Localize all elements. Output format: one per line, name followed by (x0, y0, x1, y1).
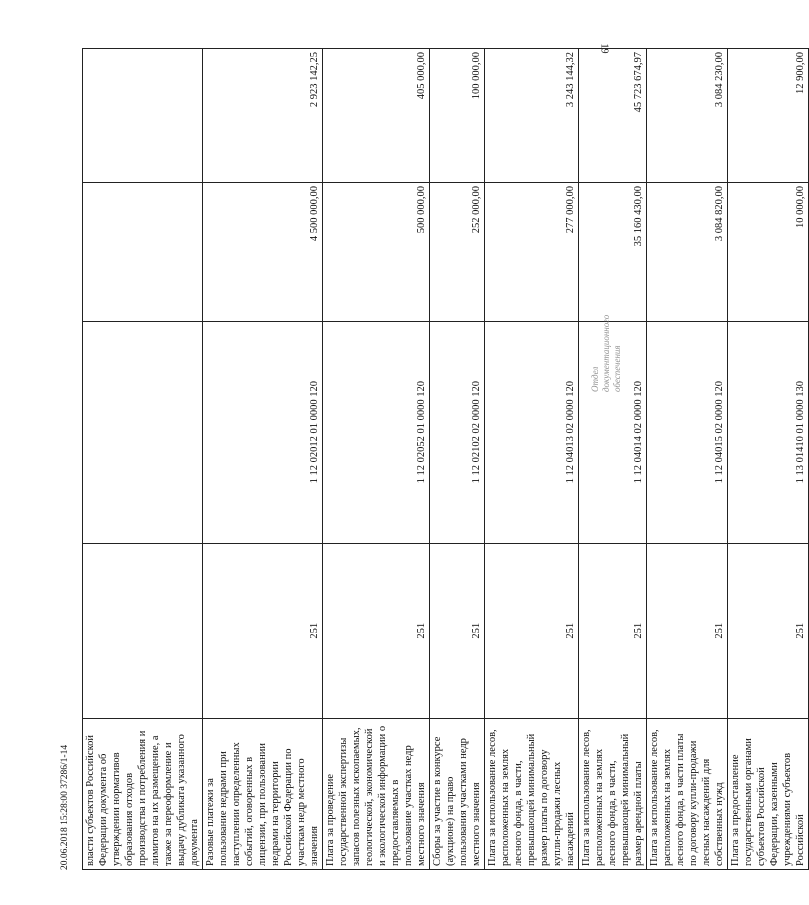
cell-admin: 251 (203, 543, 323, 718)
cell-plan: 252 000,00 (430, 182, 485, 321)
cell-plan: 277 000,00 (485, 182, 579, 321)
cell-admin: 251 (647, 543, 728, 718)
cell-admin: 251 (430, 543, 485, 718)
table-row (323, 49, 430, 870)
cell-admin (83, 543, 203, 718)
table-row (203, 49, 323, 870)
cell-fact: 2 923 142,25 (203, 49, 323, 183)
cell-admin: 251 (728, 543, 809, 718)
cell-fact: 3 084 230,00 (647, 49, 728, 183)
cell-fact: 405 000,00 (323, 49, 430, 183)
cell-name: Плата за проведение государственной экспертизы запасов полезных ископаемых, геологической, экономической и экологической информации о предоставляемых в пользование участках недр местного значения (323, 718, 430, 869)
table-row (83, 49, 203, 870)
cell-name: Плата за предоставление государственными органами субъектов Российской Федерации, казенными учреждениями субъектов Российской (728, 718, 809, 869)
table-body (83, 49, 809, 870)
cell-plan: 35 160 430,00 (579, 182, 647, 321)
cell-plan (83, 182, 203, 321)
cell-admin: 251 (323, 543, 430, 718)
cell-name: власти субъектов Российской Федерации документа об утверждении нормативов образования отходов производства и потребления и лимитов на их размещение, а также за переоформление и выдачу дубликата указанного документа (83, 718, 203, 869)
cell-name: Сборы за участие в конкурсе (аукционе) на право пользования участками недр местного значения (430, 718, 485, 869)
cell-name: Разовые платежи за пользование недрами при наступлении определенных событий, оговоренных в лицензии, при пользовании недрами на территории Российской Федерации по участкам недр местного значения (203, 718, 323, 869)
table-row (485, 49, 579, 870)
cell-admin: 251 (485, 543, 579, 718)
cell-admin: 251 (579, 543, 647, 718)
cell-fact (83, 49, 203, 183)
cell-code: 1 12 02102 02 0000 120 (430, 321, 485, 543)
cell-name: Плата за использование лесов, расположенных на землях лесного фонда, в части, превышающей минимальный размер арендной платы (579, 718, 647, 869)
cell-code (83, 321, 203, 543)
cell-code: 1 12 04013 02 0000 120 (485, 321, 579, 543)
stamp-line-2: обеспечения (612, 345, 622, 392)
footer-stamp: 20.06.2018 15:28:00 37286/1-14 (60, 744, 70, 870)
department-stamp (590, 315, 623, 392)
revenue-table (82, 48, 809, 870)
cell-fact: 45 723 674,97 (579, 49, 647, 183)
table-row (647, 49, 728, 870)
cell-code: 1 12 04015 02 0000 120 (647, 321, 728, 543)
cell-code: 1 13 01410 01 0000 130 (728, 321, 809, 543)
cell-plan: 4 500 000,00 (203, 182, 323, 321)
stamp-line-1: Отдел документационного (590, 314, 611, 392)
cell-plan: 500 000,00 (323, 182, 430, 321)
cell-code: 1 12 02052 01 0000 120 (323, 321, 430, 543)
cell-fact: 100 000,00 (430, 49, 485, 183)
cell-name: Плата за использование лесов, расположенных на землях лесного фонда, в части платы по договору купли-продажи лесных насаждений для собственных нужд (647, 718, 728, 869)
cell-fact: 3 243 144,32 (485, 49, 579, 183)
cell-plan: 3 084 820,00 (647, 182, 728, 321)
table-row (430, 49, 485, 870)
page-number: 19 (598, 43, 610, 54)
cell-fact: 12 900,00 (728, 49, 809, 183)
cell-plan: 10 000,00 (728, 182, 809, 321)
table-row (579, 49, 647, 870)
table-row (728, 49, 809, 870)
cell-code: 1 12 04014 02 0000 120 (579, 321, 647, 543)
cell-code: 1 12 02012 01 0000 120 (203, 321, 323, 543)
cell-name: Плата за использование лесов, расположенных на землях лесного фонда, в части, превышающей минимальный размер платы по договору купли-продажи лесных насаждений (485, 718, 579, 869)
